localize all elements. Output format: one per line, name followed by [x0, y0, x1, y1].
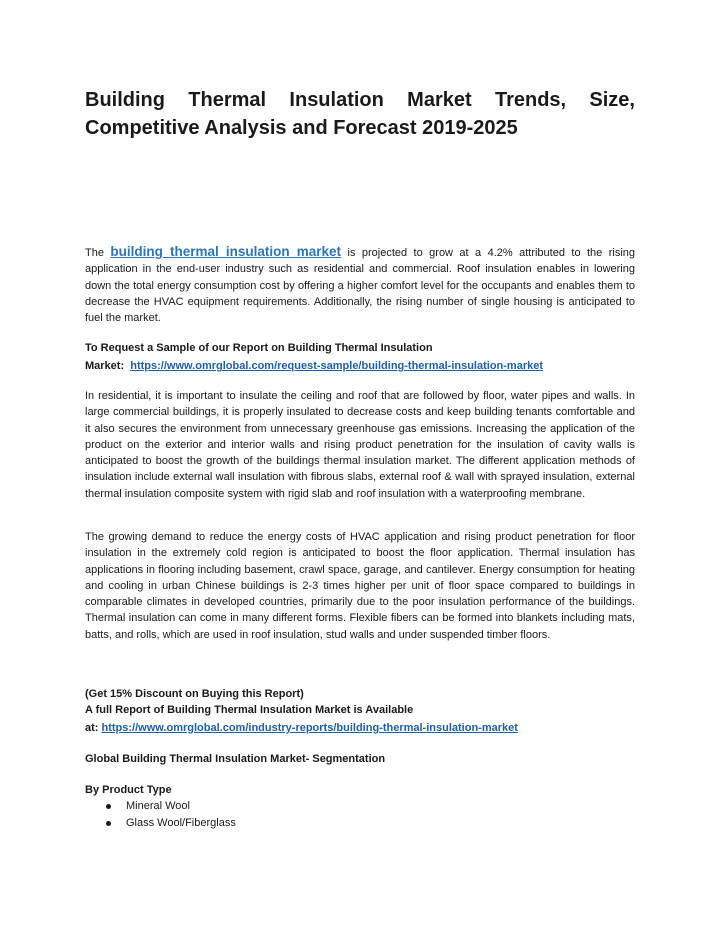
demand-paragraph: The growing demand to reduce the energy costs of HVAC application and rising product penetration for floor insulation in the extremely cold region is anticipated to boost the floor application. Thermal insulation has applications in flooring including basement, crawl space, garage, and cantilever. Energy consumption for heating and cooling in urban Chinese buildings is 2-3 times higher per unit of floor space compared to buildings in comparable climates in developed countries, primarily due to the poor insulation performance of the buildings. Thermal insulation can come in many different forms. Flexible fibers can be formed into blankets including mats, batts, and rolls, which are used in roof insulation, stud walls and under suspended timber floors.	[85, 531, 635, 641]
sample-request-label: Market:	[85, 360, 125, 373]
product-type-list	[85, 798, 635, 832]
full-report-heading: A full Report of Building Thermal Insulation Market is Available	[85, 704, 414, 717]
sample-request-link[interactable]: https://www.omrglobal.com/request-sample/building-thermal-insulation-market	[130, 360, 543, 373]
full-report-section	[85, 686, 635, 736]
full-report-line	[85, 720, 635, 736]
sample-request-heading: To Request a Sample of our Report on Building Thermal Insulation	[85, 342, 433, 354]
market-keyword-link[interactable]: building thermal insulation market	[110, 244, 342, 259]
intro-suffix: is projected to grow at a 4.2% attributed to the rising application in the end-user industry such as residential and commercial. Roof insulation enables in lowering down the total energy consumption cost by offering a higher comfort level for the occupants and enables them to decrease the HVAC equipment requirements. Additionally, the rising number of single housing is anticipated to fuel the market.	[85, 247, 636, 325]
intro-prefix: The	[85, 247, 111, 259]
document-title: Building Thermal Insulation Market Trends, Size, Competitive Analysis and Forecast 2019-2025	[85, 89, 635, 139]
discount-note: (Get 15% Discount on Buying this Report)	[85, 688, 304, 700]
bullet-icon	[106, 804, 111, 809]
list-item	[85, 815, 635, 832]
full-report-link[interactable]: https://www.omrglobal.com/industry-reports/building-thermal-insulation-market	[101, 721, 518, 734]
intro-paragraph	[85, 244, 635, 326]
list-item-label: Mineral Wool	[126, 800, 190, 813]
sample-request-line	[85, 358, 635, 374]
bullet-icon	[106, 821, 111, 826]
sample-request-section	[85, 340, 635, 375]
product-type-section	[85, 782, 635, 832]
residential-paragraph: In residential, it is important to insulate the ceiling and roof that are followed by floor, water pipes and walls. In large commercial buildings, it is properly insulated to decrease costs and keep building tenants comfortable and it also secures the environment from unnecessary greenhouse gas emissions. Increasing the application of the product on the exterior and interior walls and rising product penetration for the insulation of cavity walls is anticipated to boost the growth of the buildings thermal insulation market. The different application methods of insulation include external wall insulation with fibrous slabs, external roof & wall with sprayed insulation, external thermal insulation composite system with rigid slab and roof insulation with a waterproofing membrane.	[85, 390, 635, 500]
full-report-label: at:	[85, 721, 99, 734]
segmentation-heading: Global Building Thermal Insulation Market- Segmentation	[85, 753, 386, 765]
list-item	[85, 798, 635, 815]
list-item-label: Glass Wool/Fiberglass	[126, 817, 236, 830]
product-type-heading: By Product Type	[85, 784, 172, 796]
